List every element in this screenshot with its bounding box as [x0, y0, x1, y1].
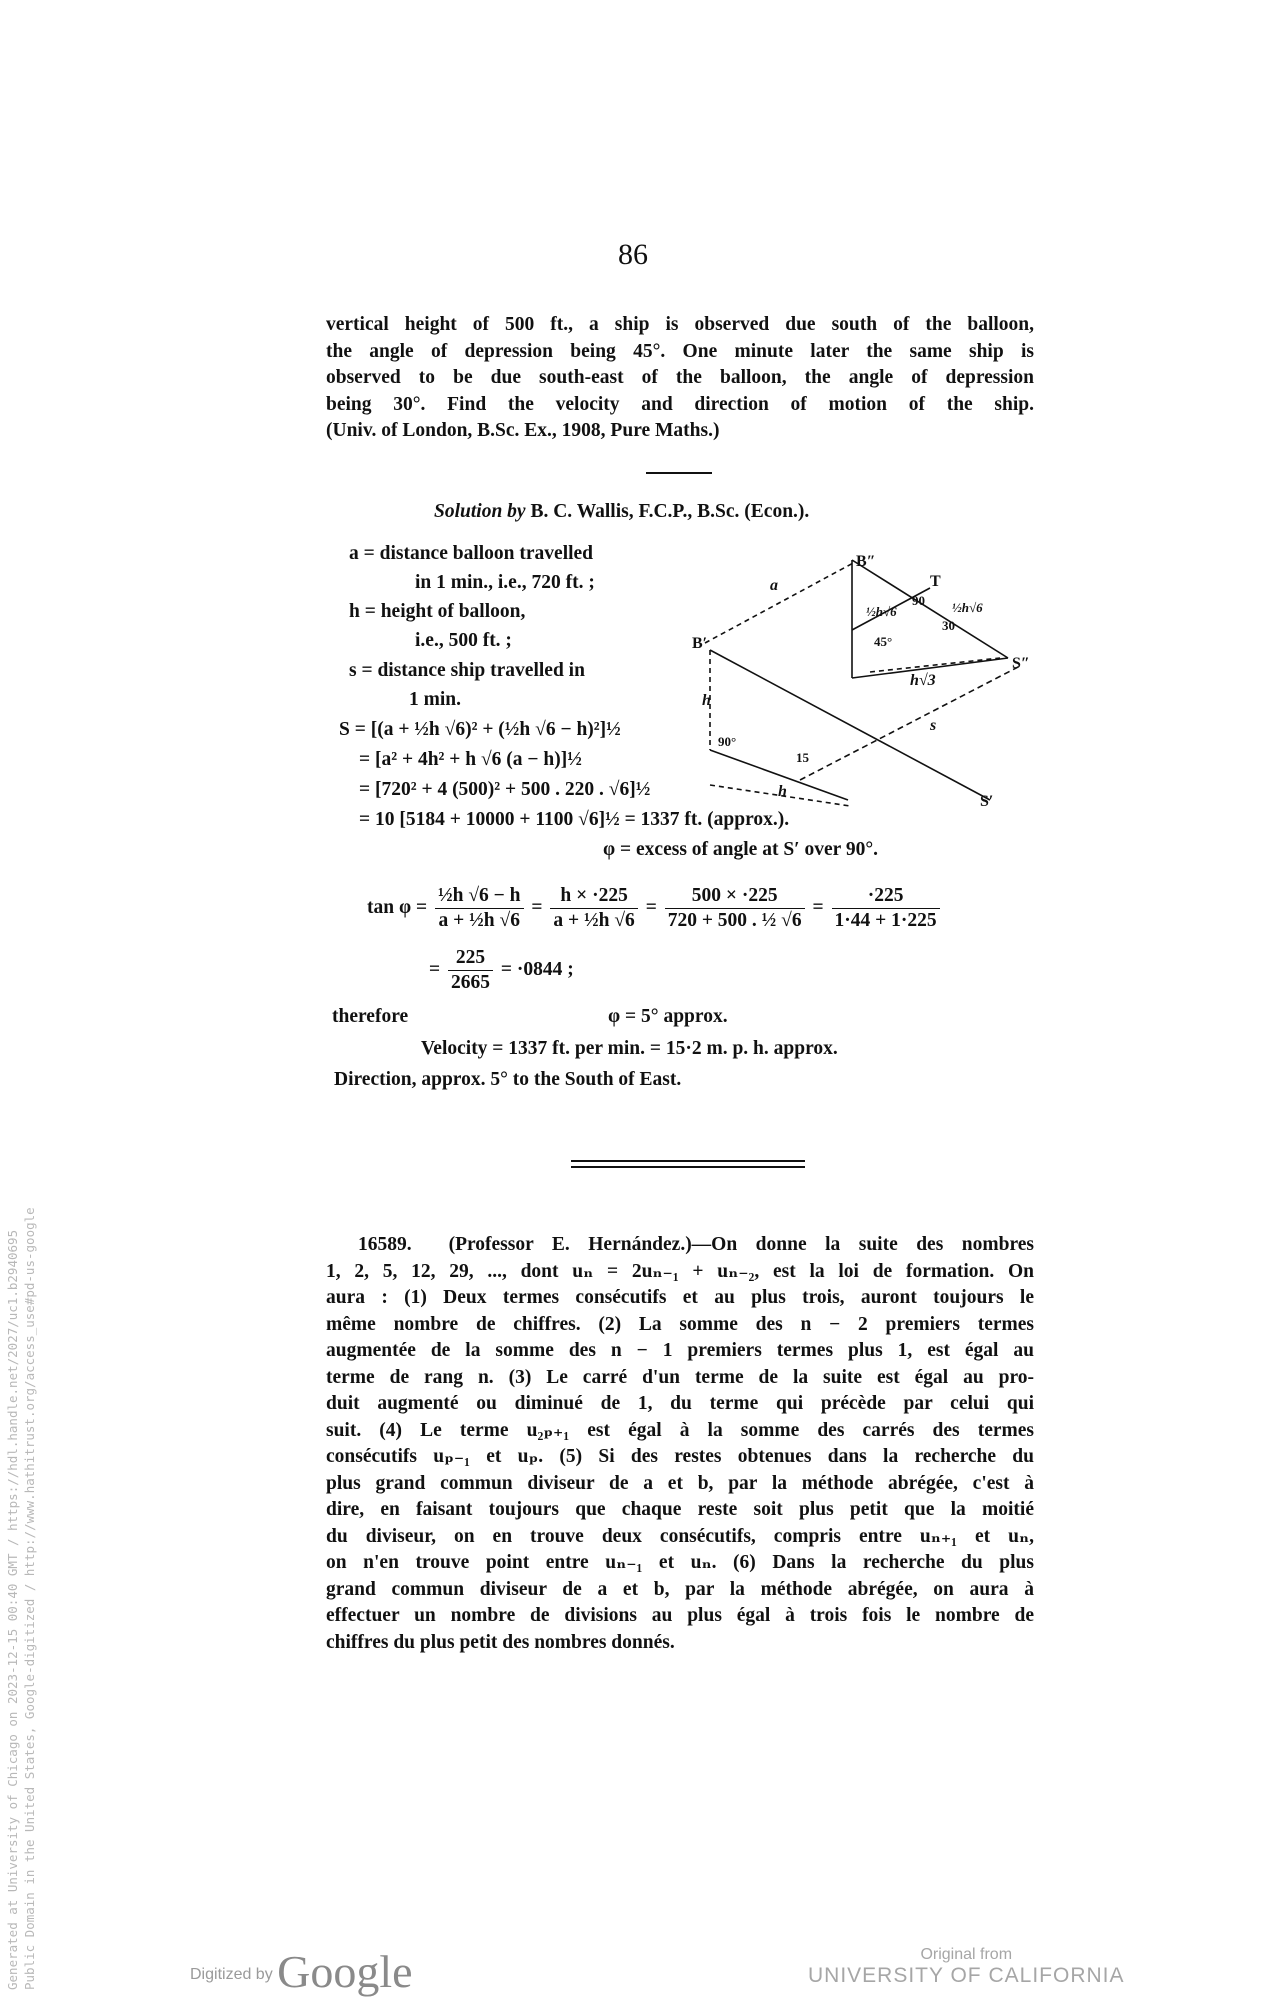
- equation-S-2: = [a² + 4h² + h √6 (a − h)]½: [359, 749, 582, 770]
- fraction-3-numerator: 500 × ·225: [665, 884, 805, 909]
- problem-16589-line: 1, 2, 5, 12, 29, ..., dont uₙ = 2uₙ₋₁ + uₙ₋₂, est la loi de formation. On: [326, 1260, 1034, 1282]
- equals-sign: =: [812, 896, 824, 918]
- label-half-h-root6-left: ½h√6: [866, 604, 897, 619]
- tan-lhs: tan φ =: [367, 896, 428, 918]
- problem-16589-line: grand commun diviseur de a et b, par la méthode abrégée, on aura à: [326, 1578, 1034, 1600]
- label-S-double-prime: S″: [1012, 655, 1030, 672]
- equation-S-1: S = [(a + ½h √6)² + (½h √6 − h)²]½: [339, 719, 621, 740]
- label-angle-15: 15: [796, 750, 809, 765]
- problem-statement: [326, 312, 1034, 452]
- line-diagonal: [710, 650, 990, 800]
- by-word: by: [507, 501, 526, 522]
- tan-equation: [367, 884, 943, 933]
- problem-16589-line: du diviseur, on en trouve deux consécutifs, compris entre uₙ₊₁ et uₙ,: [326, 1525, 1034, 1547]
- digitized-by-text: Digitized by: [190, 1966, 273, 1983]
- tan-result-value: = ·0844 ;: [500, 958, 574, 980]
- watermark-line-2: Public Domain in the United States, Google-digitized / http://www.hathitrust.org/access_use#pd-us-google: [22, 1207, 37, 1990]
- institution-name: UNIVERSITY OF CALIFORNIA: [808, 1964, 1125, 1987]
- label-T: T: [930, 573, 941, 590]
- equation-S-4: = 10 [5184 + 10000 + 1100 √6]½ = 1337 ft. (approx.).: [359, 809, 790, 830]
- problem-line: vertical height of 500 ft., a ship is observed due south of the balloon,: [326, 314, 1034, 335]
- definition-h: h = height of balloon,: [349, 601, 526, 622]
- fraction-3-denominator: 720 + 500 . ½ √6: [667, 910, 802, 931]
- fraction-4-numerator: ·225: [832, 884, 940, 909]
- solution-author: B. C. Wallis, F.C.P., B.Sc. (Econ.).: [530, 501, 810, 522]
- definition-h-cont: i.e., 500 ft. ;: [415, 630, 512, 651]
- fraction-1-numerator: ½h √6 − h: [435, 884, 524, 909]
- fraction-2-numerator: h × ·225: [550, 884, 637, 909]
- dashed-line-a: [705, 562, 855, 643]
- watermark-line-1: Generated at University of Chicago on 2023-12-15 00:40 GMT / https://hdl.handle.net/2027/uc1.b2940695: [5, 1229, 20, 1990]
- problem-line: the angle of depression being 45°. One minute later the same ship is: [326, 340, 1034, 362]
- balloon-ship-figure: [690, 550, 1050, 810]
- original-from: [808, 1946, 1125, 1988]
- phi-definition: φ = excess of angle at S′ over 90°.: [603, 839, 879, 860]
- problem-16589-line: on n'en trouve point entre uₙ₋₁ et uₙ. (6) Dans la recherche du plus: [326, 1552, 1034, 1573]
- problem-16589-line: duit augmenté ou diminué de 1, du terme qui précède par celui qui: [326, 1393, 1034, 1414]
- tan-result: [429, 946, 574, 995]
- dashed-line-hr3: [870, 658, 1000, 672]
- definition-a: a = distance balloon travelled: [349, 543, 594, 564]
- fraction-3: [665, 884, 805, 933]
- label-h-bottom: h: [778, 783, 787, 800]
- problem-16589-line: même nombre de chiffres. (2) La somme des n − 2 premiers termes: [326, 1313, 1034, 1335]
- problem-16589: [326, 1232, 1034, 1672]
- problem-16589-line: [358, 1232, 1034, 1259]
- fraction-2: [550, 884, 637, 933]
- velocity-line: Velocity = 1337 ft. per min. = 15·2 m. p. h. approx.: [421, 1038, 838, 1059]
- label-angle-30: 30: [942, 618, 955, 633]
- fraction-2-denominator: a + ½h √6: [553, 910, 635, 931]
- label-h-root3: h√3: [910, 672, 936, 689]
- solution-header: [434, 501, 809, 523]
- fraction-result-denominator: 2665: [451, 972, 490, 993]
- problem-line: being 30°. Find the velocity and direction of motion of the ship.: [326, 393, 1034, 415]
- original-from-text: Original from: [920, 1946, 1013, 1963]
- double-rule-bottom: [571, 1166, 805, 1168]
- definition-s-cont: 1 min.: [409, 689, 462, 710]
- problem-line: (Univ. of London, B.Sc. Ex., 1908, Pure Maths.): [326, 420, 720, 441]
- definition-s: s = distance ship travelled in: [349, 660, 585, 681]
- problem-16589-line: augmentée de la somme des n − 1 premiers termes plus 1, est égal au: [326, 1340, 1034, 1361]
- problem-16589-line: dire, en faisant toujours que chaque reste soit plus petit que la moitié: [326, 1499, 1034, 1520]
- problem-16589-first-line: (Professor E. Hernández.)—On donne la suite des nombres: [448, 1234, 1034, 1255]
- fraction-result-numerator: 225: [448, 946, 493, 971]
- problem-16589-line: suit. (4) Le terme u₂ₚ₊₁ est égal à la somme des carrés des termes: [326, 1419, 1034, 1441]
- equals-sign: =: [429, 958, 441, 980]
- label-angle-90-top: 90: [912, 593, 925, 608]
- label-angle-45: 45°: [874, 634, 893, 649]
- phi-result: φ = 5° approx.: [608, 1006, 728, 1027]
- fraction-4: [832, 884, 940, 933]
- equals-sign: =: [645, 896, 657, 918]
- google-logo: Google: [277, 1946, 413, 1997]
- problem-16589-number: 16589.: [358, 1234, 412, 1255]
- problem-16589-line: chiffres du plus petit des nombres donnés.: [326, 1631, 675, 1653]
- label-s: s: [930, 717, 937, 734]
- label-B-prime: B′: [692, 635, 708, 652]
- label-h-left: h: [702, 692, 711, 709]
- label-S-prime: S′: [980, 793, 994, 810]
- problem-16589-line: aura : (1) Deux termes consécutifs et au plus trois, auront toujours le: [326, 1287, 1034, 1308]
- label-B-double-prime: B″: [856, 553, 876, 570]
- label-a: a: [770, 577, 778, 594]
- solution-word: Solution: [434, 501, 503, 522]
- direction-line: Direction, approx. 5° to the South of East.: [334, 1069, 682, 1090]
- problem-16589-line: plus grand commun diviseur de a et b, par la méthode abrégée, c'est à: [326, 1472, 1034, 1494]
- fraction-1-denominator: a + ½h √6: [438, 910, 520, 931]
- label-angle-90-bottom: 90°: [718, 734, 737, 749]
- therefore-word: therefore: [332, 1006, 409, 1027]
- problem-16589-line: consécutifs uₚ₋₁ et uₚ. (5) Si des restes obtenues dans la recherche du: [326, 1446, 1034, 1467]
- equals-sign: =: [531, 896, 543, 918]
- definition-a-cont: in 1 min., i.e., 720 ft. ;: [415, 572, 595, 593]
- label-half-h-root6-right: ½h√6: [952, 600, 983, 615]
- digitized-by-google: [190, 1945, 413, 1998]
- double-rule-top: [571, 1160, 805, 1162]
- fraction-1: [435, 884, 524, 933]
- problem-line: observed to be due south-east of the balloon, the angle of depression: [326, 367, 1034, 388]
- problem-16589-line: terme de rang n. (3) Le carré d'un terme de la suite est égal au pro-: [326, 1366, 1034, 1388]
- fraction-4-denominator: 1·44 + 1·225: [834, 910, 937, 931]
- equation-S-3: = [720² + 4 (500)² + 500 . 220 . √6]½: [359, 779, 651, 800]
- problem-16589-line: effectuer un nombre de divisions au plus égal à trois fois le nombre de: [326, 1605, 1034, 1626]
- side-watermark: [4, 1207, 38, 1990]
- section-rule: [646, 472, 712, 474]
- fraction-result: [448, 946, 493, 995]
- page-number: 86: [618, 238, 648, 271]
